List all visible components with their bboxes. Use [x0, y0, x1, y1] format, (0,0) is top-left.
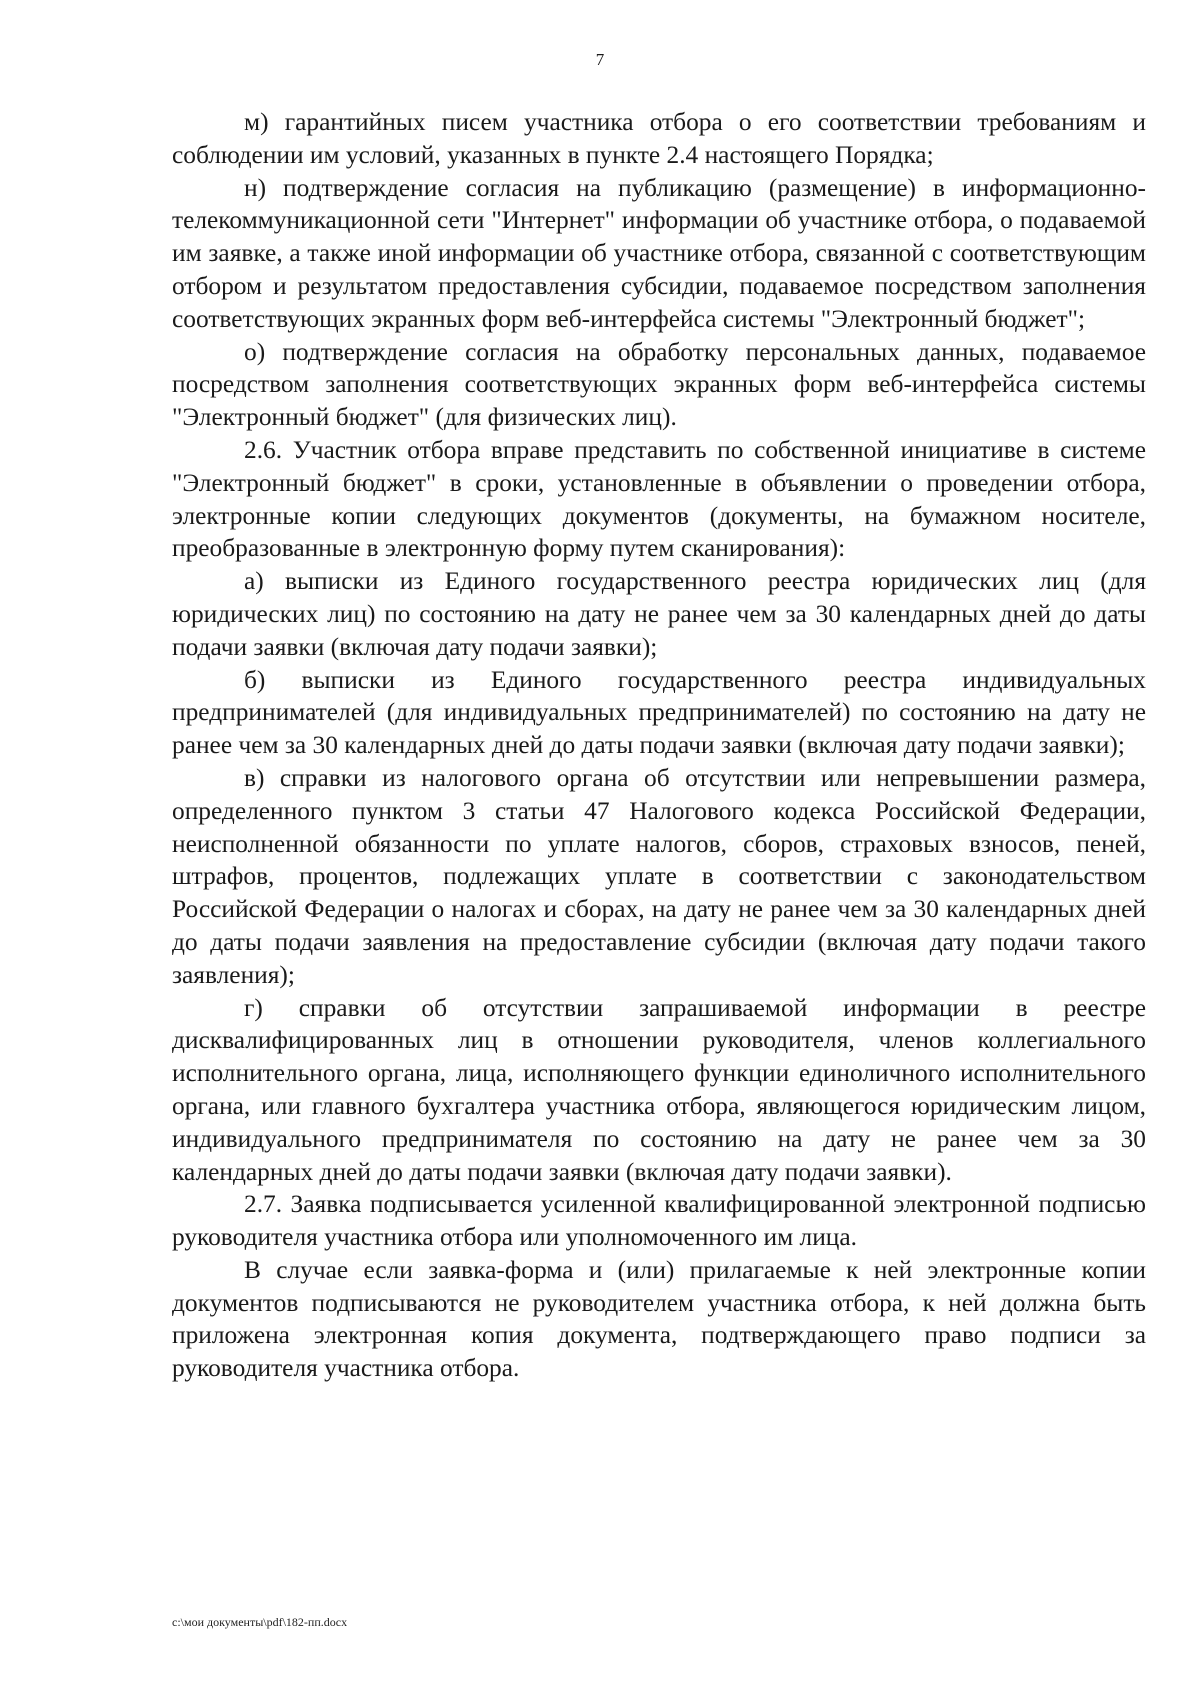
paragraph-n: н) подтверждение согласия на публикацию (размещение) в информационно-телекоммуникационной сети "Интернет" информации об участнике отбора, о подаваемой им заявке, а также иной информации об участнике отбора, связанной с соответствующим отбором и результатом предоставления субсидии, подаваемое посредством заполнения соответствующих экранных форм веб-интерфейса системы "Электронный бюджет"; — [172, 173, 1146, 333]
paragraph-o: о) подтверждение согласия на обработку персональных данных, подаваемое посредством заполнения соответствующих экранных форм веб-интерфейса системы "Электронный бюджет" (для физических лиц). — [172, 337, 1146, 432]
paragraph-2-6: 2.6. Участник отбора вправе представить по собственной инициативе в системе "Электронный бюджет" в сроки, установленные в объявлении о проведении отбора, электронные копии следующих документов (документы, на бумажном носителе, преобразованные в электронную форму путем сканирования): — [172, 435, 1146, 563]
paragraph-signature-note: В случае если заявка-форма и (или) прилагаемые к ней электронные копии документов подписываются не руководителем участника отбора, к ней должна быть приложена электронная копия документа, подтверждающего право подписи за руководителя участника отбора. — [172, 1255, 1146, 1383]
paragraph-b: б) выписки из Единого государственного реестра индивидуальных предпринимателей (для индивидуальных предпринимателей) по состоянию на дату не ранее чем за 30 календарных дней до даты подачи заявки (включая дату подачи заявки); — [172, 665, 1146, 760]
page-number: 7 — [595, 50, 605, 69]
paragraph-a: а) выписки из Единого государственного реестра юридических лиц (для юридических лиц) по состоянию на дату не ранее чем за 30 календарных дней до даты подачи заявки (включая дату подачи заявки); — [172, 567, 1146, 661]
paragraph-2-7: 2.7. Заявка подписывается усиленной квалифицированной электронной подписью руководителя участника отбора или уполномоченного им лица. — [172, 1190, 1146, 1252]
paragraph-v: в) справки из налогового органа об отсутствии или непревышении размера, определенного пунктом 3 статьи 47 Налогового кодекса Российской Федерации, неисполненной обязанности по уплате налогов, сборов, страховых взносов, пеней, штрафов, процентов, подлежащих уплате в соответствии с законодательством Российской Федерации о налогах и сборах, на дату не ранее чем за 30 календарных дней до даты подачи заявления на предоставление субсидии (включая дату подачи такого заявления); — [172, 763, 1146, 989]
document-body — [172, 106, 1146, 1385]
footer-file-path: c:\мои документы\pdf\182-пп.docx — [172, 1615, 348, 1629]
paragraph-m: м) гарантийных писем участника отбора о его соответствии требованиям и соблюдении им условий, указанных в пункте 2.4 настоящего Порядка; — [172, 108, 1146, 169]
paragraph-g: г) справки об отсутствии запрашиваемой информации в реестре дисквалифицированных лиц в отношении руководителя, членов коллегиального исполнительного органа, лица, исполняющего функции единоличного исполнительного органа, или главного бухгалтера участника отбора, являющегося юридическим лицом, индивидуального предпринимателя по состоянию на дату не ранее чем за 30 календарных дней до даты подачи заявки (включая дату подачи заявки). — [172, 993, 1146, 1186]
